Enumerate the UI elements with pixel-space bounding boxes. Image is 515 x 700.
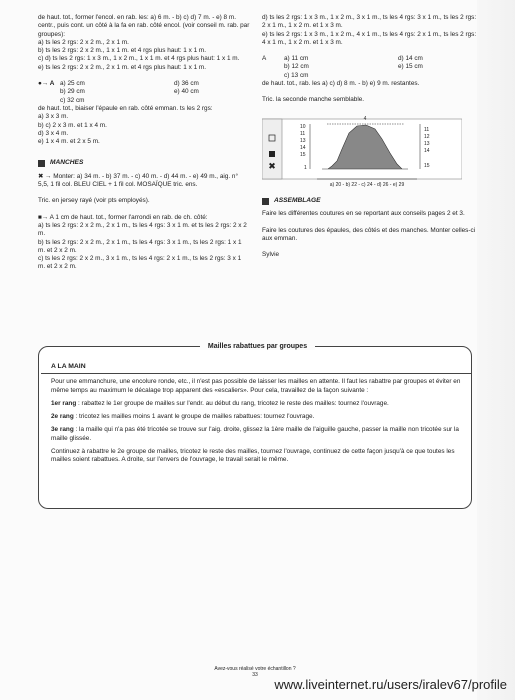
neckline-cd: c) d) ts les 2 rgs: 1 x 3 m., 1 x 2 m., 1 x 1 m. et 4 rgs plus haut: 1 x 1 m. <box>38 55 240 63</box>
size-b: b) 12 cm <box>284 63 309 71</box>
assembly-sleeves: Faire les coutures des épaules, des côtés et des manches. Monter celles-ci aux emman. <box>262 226 476 242</box>
size-d: d) 36 cm <box>174 80 199 88</box>
sleeve-cap-d: d) ts les 2 rgs: 1 x 3 m., 1 x 2 m., 3 x 1 m., ts les 4 rgs: 3 x 1 m., ts les 2 rgs: 2 x 1 m., 1 x 2 m. et 1 x 3 m. <box>262 14 477 30</box>
assembly-seams: Faire les différentes coutures en se reportant aux conseils pages 2 et 3. <box>262 210 465 218</box>
top-label: 4 <box>363 115 367 122</box>
left-label: 13 <box>300 137 306 144</box>
left-column <box>38 14 250 272</box>
shoulder-e: e) 1 x 4 m. et 2 x 5 m. <box>38 138 100 146</box>
row2-text: : tricotez les mailles moins 1 avant le groupe de mailles rabattues: tournez l'ouvrage. <box>73 413 315 421</box>
sleeve-cap-e: e) ts les 2 rgs: 1 x 3 m., 1 x 2 m., 4 x 1 m., ts les 4 rgs: 2 x 1 m., ts les 2 rgs: 4 x 1 m., 1 x 2 m. et 1 x 3 m. <box>262 30 477 46</box>
right-label: 15 <box>424 162 430 169</box>
neckline-intro: de haut. tot., former l'encol. en rab. les: a) 6 m. - b) c) d) 7 m. - e) 8 m. centr., puis cont. un côté à la fa en rab. côté encol. (voir conseil m. rab. par groupes): <box>38 14 250 38</box>
left-side-label: 1 <box>304 164 307 171</box>
shoulder-intro: de haut. tot., biaiser l'épaule en rab. côté emman. ts les 2 rgs: <box>38 104 213 112</box>
tip-box <box>38 346 472 509</box>
sleeve-cast-on: ✖ → Monter: a) 34 m. - b) 37 m. - c) 40 m. - d) 44 m. - e) 49 m., aig. n° 5,5, 1 fil col. BLEU CIEL + 1 fil col. MOSAÏQUE tric. ens. <box>38 172 239 189</box>
right-label: 11 <box>424 126 430 133</box>
row1-text: : rabattez le 1er groupe de mailles sur l'endr. au début du rang, tricotez le reste des mailles: tournez l'ouvrage. <box>76 399 389 407</box>
size-c: c) 13 cm <box>284 71 309 79</box>
sleeve-cap-intro: ■→ A 1 cm de haut. tot., former l'arrondi en rab. de ch. côté: <box>38 213 208 221</box>
box-row2 <box>51 413 461 421</box>
left-label: 11 <box>300 130 306 137</box>
footer-question: Avez-vous réalisé votre échantillon ? <box>214 666 296 672</box>
sleeve-cap-c: c) ts les 2 rgs: 2 x 2 m., 3 x 1 m., ts les 4 rgs: 2 x 1 m., ts les 2 rgs: 3 x 1 m. et 2 x 2 m. <box>38 255 242 271</box>
size-d: d) 14 cm <box>398 55 423 63</box>
square-bullet-icon <box>262 198 269 205</box>
shoulder-a: a) 3 x 3 m. <box>38 113 69 121</box>
row3-label: 3e rang <box>51 426 74 434</box>
page-edge <box>477 0 515 700</box>
box-end: Continuez à rabattre le 2e groupe de mailles, tricotez le reste des mailles, tournez l'ouvrage, continuez de cette façon jusqu'à ce que toutes les mailles soient rabattues. A droite, sur l'envers de l'ouvrage, le travail serait le même. <box>51 448 455 464</box>
arrow-marker: ●→ A <box>38 80 55 88</box>
row2-label: 2e rang <box>51 413 74 421</box>
watermark-url: www.liveinternet.ru/users/iralev67/profile <box>274 677 507 692</box>
right-label: 12 <box>424 133 430 140</box>
sleeve-cap-b: b) ts les 2 rgs: 2 x 2 m., 2 x 1 m., ts les 4 rgs: 3 x 1 m., ts les 2 rgs: 1 x 1 m. et 2 x 2 m. <box>38 238 242 254</box>
size-e: e) 15 cm <box>398 63 423 71</box>
second-sleeve: Tric. la seconde manche semblable. <box>262 96 365 104</box>
square-bullet-icon <box>38 160 45 167</box>
sleeve-stitch: Tric. en jersey rayé (voir pts employés). <box>38 197 150 205</box>
legend-cross-icon: ✖ <box>268 160 276 171</box>
size-table-right <box>262 55 480 80</box>
section-assemblage <box>262 197 480 205</box>
bottom-label: a) 20 - b) 22 - c) 24 - d) 26 - e) 29 <box>329 181 405 188</box>
right-label: 13 <box>424 140 430 147</box>
size-a: a) 11 cm <box>284 55 309 63</box>
legend-filled-square-icon <box>269 151 275 157</box>
shoulder-bc: b) c) 2 x 3 m. et 1 x 4 m. <box>38 121 107 129</box>
section-manches <box>38 159 250 167</box>
size-b: b) 29 cm <box>60 88 85 96</box>
size-table-left <box>38 80 250 105</box>
section-title: ASSEMBLAGE <box>274 196 321 204</box>
neckline-b: b) ts les 2 rgs: 2 x 2 m., 1 x 1 m. et 4 rgs plus haut: 1 x 1 m. <box>38 47 206 55</box>
sleeve-diagram <box>262 109 462 189</box>
box-intro: Pour une emmanchure, une encolure ronde, etc., il n'est pas possible de laisser les mailles en attente. Il faut les rabattre par groupes et éviter en même temps au maximum le décalage trop apparent des «escaliers». Pour cela, travaillez de la façon suivante : <box>51 378 461 394</box>
size-e: e) 40 cm <box>174 88 199 96</box>
arrow-marker: A <box>262 55 267 63</box>
shoulder-d: d) 3 x 4 m. <box>38 129 69 137</box>
sleeve-cap-a: a) ts les 2 rgs: 2 x 2 m., 2 x 1 m., ts les 4 rgs: 3 x 1 m. et ts les 2 rgs: 2 x 2 m. <box>38 221 247 238</box>
row1-label: 1er rang <box>51 399 77 407</box>
cap-finish: de haut. tot., rab. les a) c) d) 8 m. - b) e) 9 m. restantes. <box>262 80 420 88</box>
box-row3 <box>51 426 461 443</box>
signature: Sylvie <box>262 251 280 259</box>
box-row1 <box>51 400 461 408</box>
row3-text: : la maille qui n'a pas été tricotée se trouve sur l'aig. droite, glissez la 1ère maille de l'aiguille gauche, passer la maille non tricotée sur la maille glissée. <box>51 426 459 442</box>
box-title: Mailles rabattues par groupes <box>200 343 315 350</box>
left-label: 14 <box>300 144 306 151</box>
size-c: c) 32 cm <box>60 96 85 104</box>
neckline-e: e) ts les 2 rgs: 2 x 2 m., 2 x 1 m. et 4 rgs plus haut: 1 x 1 m. <box>38 63 206 71</box>
right-column <box>262 14 480 259</box>
right-label: 14 <box>424 147 430 154</box>
section-title: MANCHES <box>50 159 84 167</box>
left-label: 10 <box>300 123 306 130</box>
neckline-a: a) ts les 2 rgs: 2 x 2 m., 2 x 1 m. <box>38 38 129 46</box>
box-heading: A LA MAIN <box>41 363 471 374</box>
left-label: 15 <box>300 151 306 158</box>
size-a: a) 25 cm <box>60 80 85 88</box>
page-number: 33 <box>252 672 258 678</box>
